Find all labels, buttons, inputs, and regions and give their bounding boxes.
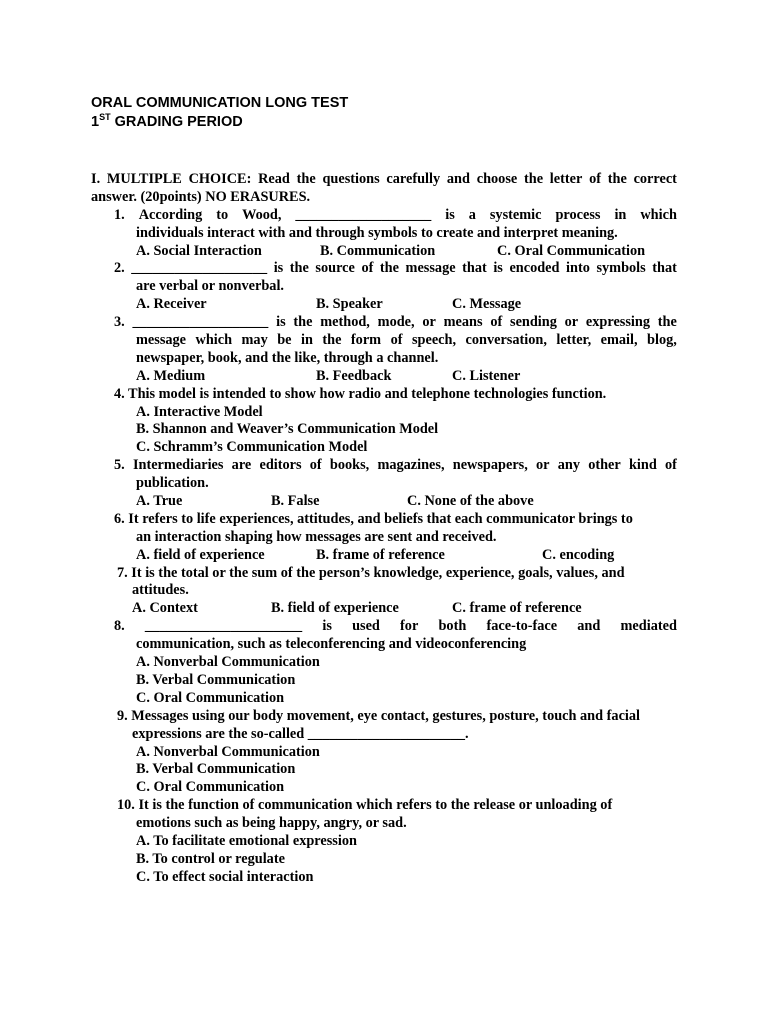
question-7-option-b: B. field of experience <box>271 600 399 617</box>
question-2-stem-word: the <box>379 260 399 277</box>
section-instructions-line1-word: the <box>523 171 544 187</box>
question-9-option-b: B. Verbal Communication <box>136 761 296 778</box>
question-3-option-b: B. Feedback <box>316 367 392 384</box>
question-2-option-b: B. Speaker <box>316 296 383 313</box>
question-1-option-b: B. Communication <box>320 242 436 259</box>
question-5-stem-word: of <box>309 457 322 474</box>
question-1-stem-word: in <box>614 206 627 223</box>
question-2-stem-word: symbols <box>596 260 646 277</box>
question-3-stem-cont-word: be <box>277 332 292 349</box>
question-3-stem-word: sending <box>510 314 557 331</box>
question-5-stem-word: are <box>231 457 252 474</box>
section-instructions-line1-word: CHOICE: <box>188 171 252 187</box>
question-10-option-b: B. To control or regulate <box>136 850 285 867</box>
question-5-stem-word: editors <box>259 457 302 474</box>
section-instructions-line1-word: the <box>607 171 627 187</box>
question-8-stem-word: and <box>577 618 601 635</box>
question-9-option-c: C. Oral Communication <box>136 779 285 796</box>
question-3-stem-cont-word: blog, <box>647 332 677 349</box>
question-3-stem-cont-word: message <box>136 332 187 349</box>
section-instructions-line1-word: Read <box>258 171 290 187</box>
question-3-stem-cont-word: email, <box>600 332 638 349</box>
question-2-stem <box>114 260 677 278</box>
period-text: GRADING PERIOD <box>110 114 243 130</box>
question-5-stem-word: 5. <box>114 457 125 474</box>
question-2-option-c: C. Message <box>452 296 522 313</box>
question-1-stem-cont: individuals interact with and through symbols to create and interpret meaning. <box>136 224 618 241</box>
question-5-stem-word: magazines, <box>377 457 445 474</box>
question-3-stem-word: or <box>564 314 579 331</box>
question-5-stem-word: newspapers, <box>452 457 528 474</box>
question-3-stem-cont-word: which <box>195 332 233 349</box>
question-3-stem-word: mode, <box>377 314 415 331</box>
question-3-stem-word: the <box>293 314 313 331</box>
question-5-stem-word: books, <box>329 457 370 474</box>
question-6-option-a: A. field of experience <box>136 546 265 563</box>
question-2-stem-word: the <box>289 260 309 277</box>
question-8-stem-word: face-to-face <box>486 618 558 635</box>
question-3-stem-cont-word: may <box>241 332 268 349</box>
question-3-stem-word: ___________________ <box>132 314 269 331</box>
question-8-stem-cont: communication, such as teleconferencing and videoconferencing <box>136 636 527 653</box>
question-1-stem-word: Wood, <box>242 206 282 223</box>
section-instructions-line2: answer. (20points) NO ERASURES. <box>91 188 311 205</box>
question-3-stem-word: is <box>276 314 286 331</box>
question-8-stem-word: ______________________ <box>144 618 303 635</box>
question-3-stem-cont-word: the <box>322 332 342 349</box>
question-9-stem: 9. Messages using our body movement, eye contact, gestures, posture, touch and facial <box>117 707 641 724</box>
question-7-option-c: C. frame of reference <box>452 600 582 617</box>
question-6-option-c: C. encoding <box>542 546 615 563</box>
question-2-stem-word: that <box>462 260 487 277</box>
question-1-option-c: C. Oral Communication <box>497 242 646 259</box>
question-3-stem-cont-word: conversation, <box>465 332 547 349</box>
question-3-stem-cont-word: of <box>390 332 403 349</box>
question-2-stem-word: is <box>273 260 284 277</box>
question-5-stem-word: or <box>536 457 550 474</box>
question-4-stem: 4. This model is intended to show how radio and telephone technologies function. <box>114 385 607 402</box>
question-7-option-a: A. Context <box>132 600 198 617</box>
section-instructions-line1-word: of <box>589 171 601 187</box>
section-instructions-line1 <box>91 171 677 189</box>
question-1-stem-word: process <box>555 206 601 223</box>
question-8-stem-word: is <box>322 618 332 635</box>
question-2-stem-word: source <box>315 260 355 277</box>
question-1-stem-word: 1. <box>114 206 125 223</box>
question-1-stem-word: which <box>640 206 677 223</box>
period-number: 1 <box>91 114 100 130</box>
question-6-stem: 6. It refers to life experiences, attitudes, and beliefs that each communicator brings to <box>114 510 633 527</box>
question-4-option-a: A. Interactive Model <box>136 403 263 420</box>
question-3-stem-word: or <box>422 314 436 331</box>
question-5-stem-word: kind <box>628 457 657 474</box>
question-8-option-c: C. Oral Communication <box>136 689 285 706</box>
question-5-option-b: B. False <box>271 493 320 510</box>
section-instructions-line1-word: correct <box>633 171 677 187</box>
question-2-option-a: A. Receiver <box>136 296 207 313</box>
question-7-stem-cont: attitudes. <box>132 582 189 599</box>
question-8-stem <box>114 618 677 636</box>
question-5-option-a: A. True <box>136 493 183 510</box>
section-instructions-line1-word: and <box>446 171 470 187</box>
question-3-stem-cont-word: speech, <box>411 332 457 349</box>
question-10-option-c: C. To effect social interaction <box>136 868 314 885</box>
question-2-stem-word: message <box>405 260 456 277</box>
question-2-stem-cont: are verbal or nonverbal. <box>136 278 284 295</box>
question-1-stem <box>114 207 677 225</box>
question-3-stem-word: the <box>657 314 677 331</box>
question-2-stem-word: encoded <box>509 260 560 277</box>
question-3-stem-cont <box>136 332 677 350</box>
section-instructions-line1-word: carefully <box>386 171 441 187</box>
question-3-stem-word: 3. <box>114 314 125 331</box>
question-2-stem-word: that <box>652 260 677 277</box>
question-2-stem-word: of <box>361 260 374 277</box>
question-3-stem <box>114 314 677 332</box>
question-3-stem-end: newspaper, book, and the like, through a channel. <box>136 349 439 366</box>
question-10-stem: 10. It is the function of communication which refers to the release or unloading of <box>117 797 613 814</box>
question-8-stem-word: 8. <box>114 618 125 635</box>
question-1-stem-word: ___________________ <box>295 206 432 223</box>
question-4-option-b: B. Shannon and Weaver’s Communication Model <box>136 421 439 438</box>
question-3-stem-cont-word: form <box>350 332 382 349</box>
question-1-option-a: A. Social Interaction <box>136 242 262 259</box>
section-instructions-line1-word: I. <box>91 171 101 187</box>
question-8-stem-word: for <box>400 618 419 635</box>
question-1-stem-word: to <box>216 206 229 223</box>
question-6-stem-cont: an interaction shaping how messages are sent and received. <box>136 528 497 545</box>
question-4-option-c: C. Schramm’s Communication Model <box>136 439 368 456</box>
question-5-stem-word: of <box>664 457 677 474</box>
question-5-option-c: C. None of the above <box>407 493 534 510</box>
question-2-stem-word: into <box>566 260 590 277</box>
question-8-stem-word: mediated <box>620 618 677 635</box>
question-3-stem-cont-word: letter, <box>556 332 592 349</box>
period-superscript: ST <box>99 112 111 122</box>
question-9-stem-cont: expressions are the so-called ______________________. <box>132 725 469 742</box>
question-2-stem-word: is <box>493 260 503 277</box>
grading-period <box>91 113 243 131</box>
question-6-option-b: B. frame of reference <box>316 546 445 563</box>
question-1-stem-word: is <box>445 206 455 223</box>
question-8-option-a: A. Nonverbal Communication <box>136 654 320 671</box>
question-7-stem: 7. It is the total or the sum of the person’s knowledge, experience, goals, values, and <box>117 564 625 581</box>
question-3-stem-word: means <box>443 314 483 331</box>
question-5-stem <box>114 457 677 475</box>
question-5-stem-word: any <box>557 457 580 474</box>
question-3-option-c: C. Listener <box>452 367 521 384</box>
question-3-stem-word: expressing <box>585 314 650 331</box>
question-3-option-a: A. Medium <box>136 367 206 384</box>
question-5-stem-word: other <box>588 457 621 474</box>
question-8-stem-word: both <box>438 618 467 635</box>
question-5-stem-cont: publication. <box>136 475 209 492</box>
question-3-stem-word: method, <box>320 314 370 331</box>
section-instructions-line1-word: letter <box>549 171 583 187</box>
question-5-stem-word: Intermediaries <box>132 457 224 474</box>
section-instructions-line1-word: choose <box>476 171 518 187</box>
question-3-stem-cont-word: in <box>300 332 313 349</box>
question-1-stem-word: systemic <box>489 206 542 223</box>
question-1-stem-word: a <box>468 206 476 223</box>
question-2-stem-word: 2. <box>114 260 125 277</box>
test-body <box>0 171 768 887</box>
question-8-option-b: B. Verbal Communication <box>136 671 296 688</box>
question-1-stem-word: According <box>138 206 203 223</box>
question-9-option-a: A. Nonverbal Communication <box>136 743 320 760</box>
test-title: ORAL COMMUNICATION LONG TEST <box>91 95 349 111</box>
question-3-stem-word: of <box>490 314 503 331</box>
question-8-stem-word: used <box>352 618 380 635</box>
section-instructions-line1-word: the <box>296 171 316 187</box>
section-instructions-line1-word: MULTIPLE <box>106 171 182 187</box>
question-2-stem-word: ___________________ <box>131 260 268 277</box>
section-instructions-line1-word: questions <box>322 171 380 187</box>
question-10-stem-cont: emotions such as being happy, angry, or sad. <box>136 815 407 832</box>
question-10-option-a: A. To facilitate emotional expression <box>136 832 357 849</box>
